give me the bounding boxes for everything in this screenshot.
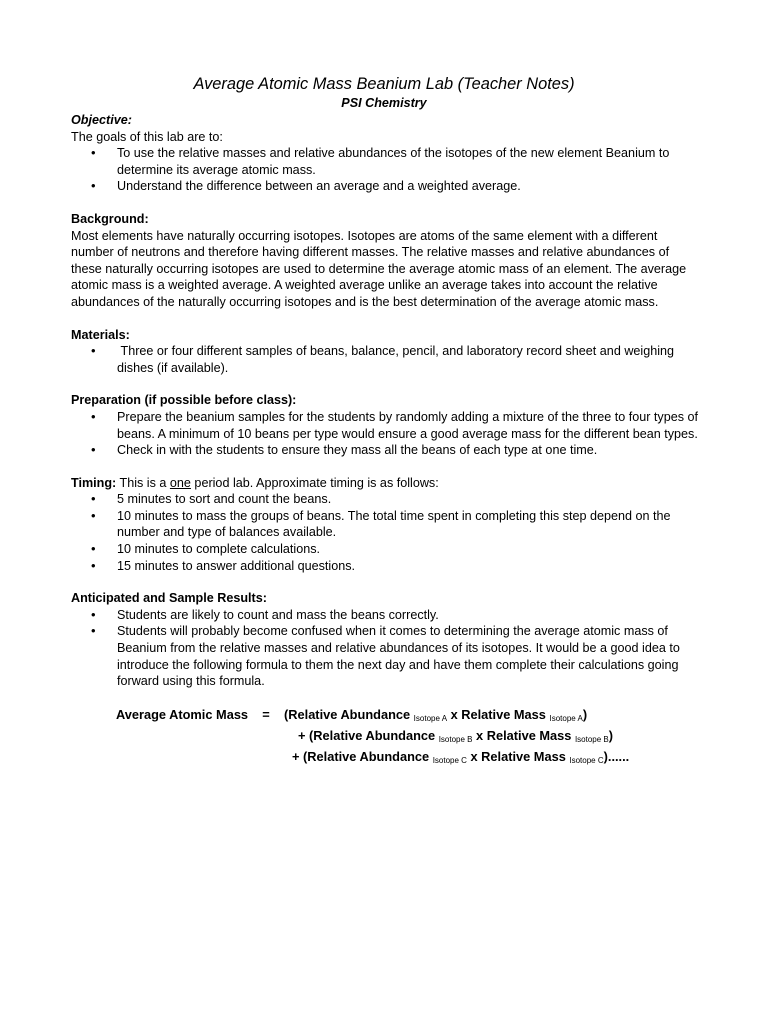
bullet-icon: • [91,606,96,622]
timing-section [71,475,699,575]
bullet-icon: • [91,623,96,639]
bullet-icon: • [91,145,96,161]
preparation-list [71,409,699,459]
list-item: • Check in with the students to ensure they mass all the beans of each type at one time. [91,442,598,458]
preparation-heading: Preparation (if possible before class): [71,393,297,408]
formula-line-3: + (Relative Abundance $_{Isotope C}$ x Relative Mass $_{Isotope C}$)...... [292,748,630,765]
results-list [71,607,699,690]
objective-list [71,145,699,195]
timing-intro: Timing: This is a one period lab. Approximate timing is as follows: [71,475,439,490]
list-item: • 15 minutes to answer additional questions. [91,557,356,573]
materials-section [71,327,699,377]
objective-section [71,112,699,195]
bullet-icon: • [91,491,96,507]
document-body [71,112,699,785]
list-item: • To use the relative masses and relative abundances of the isotopes of the new element Beanium to determine its average atomic mass. [91,145,670,177]
formula-line-2: + (Relative Abundance $_{Isotope B}$ x Relative Mass $_{Isotope B}$) [298,727,614,744]
bullet-icon: • [91,541,96,557]
background-section [71,211,699,311]
list-item: • 5 minutes to sort and count the beans. [91,491,332,507]
formula-line-1: Average Atomic Mass = (Relative Abundance $_{Isotope A}$ x Relative Mass $_{Isotope A}$) [116,706,588,723]
background-text: Most elements have naturally occurring isotopes. Isotopes are atoms of the same element with a different number of neutrons and therefore having different masses. The relative masses and relative abundances of these naturally occurring isotopes are used to determine the average atomic mass of an element. The average atomic mass is a weighted average. A weighted average unlike an average takes into account the relative abundances of the naturally occurring isotopes and is the best determination of the average atomic mass. [71,228,687,309]
bullet-icon: • [91,442,96,458]
timing-list [71,491,699,574]
formula-label: Average Atomic Mass [116,706,249,722]
average-atomic-mass-formula [71,706,699,769]
materials-list [71,343,699,376]
bullet-icon: • [91,507,96,523]
list-item: • Students are likely to count and mass the beans correctly. [91,606,439,622]
preparation-section [71,392,699,458]
list-item: • Three or four different samples of beans, balance, pencil, and laboratory record sheet and weighing dishes (if available). [91,343,678,375]
formula-equals: = [262,706,270,722]
objective-heading: Objective: [71,113,132,127]
document-title: Average Atomic Mass Beanium Lab (Teacher Notes) [193,75,575,93]
bullet-icon: • [91,408,96,424]
bullet-icon: • [91,178,96,194]
background-heading: Background: [71,211,149,226]
results-heading: Anticipated and Sample Results: [71,591,267,606]
results-section [71,590,699,769]
bullet-icon: • [91,343,96,359]
list-item: • 10 minutes to mass the groups of beans. The total time spent in completing this step depend on the number and type of balances available. [91,507,671,540]
bullet-icon: • [91,557,96,573]
materials-heading: Materials: [71,327,130,342]
objective-intro: The goals of this lab are to: [71,129,223,144]
list-item: • Understand the difference between an average and a weighted average. [91,178,521,194]
document-subtitle: PSI Chemistry [341,96,427,110]
timing-heading: Timing: [71,475,117,490]
list-item: • Students will probably become confused when it comes to determining the average atomic mass of Beanium from the relative masses and relative abundances of its isotopes. It would be a good idea to introduce the following formula to them the next day and have them complete their calculations going forward using this formula. [91,623,680,689]
list-item: • 10 minutes to complete calculations. [91,541,321,557]
timing-emphasis: one [169,475,191,490]
list-item: • Prepare the beanium samples for the students by randomly adding a mixture of the three to four types of beans. A minimum of 10 beans per type would ensure a good average mass for the different bean types. [91,408,699,441]
